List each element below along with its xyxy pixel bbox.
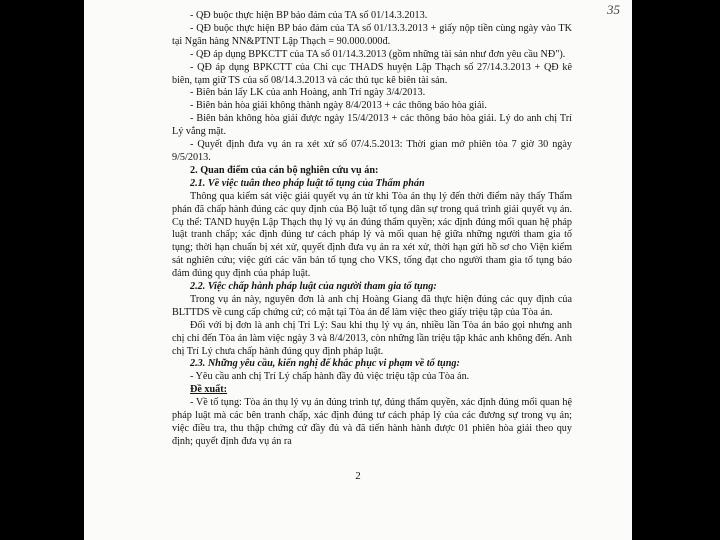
paragraph: 2. Quan điểm của cán bộ nghiên cứu vụ án: xyxy=(190,164,379,176)
paragraph: - QĐ buộc thực hiện BP bảo đảm của TA số 01/14.3.2013. xyxy=(190,10,428,21)
paragraph: - Biên bản hòa giải không thành ngày 8/4/2013 + các thông báo hòa giải. xyxy=(190,100,487,112)
document-body xyxy=(172,10,572,449)
document-page xyxy=(84,0,632,540)
paragraph: - Biên bản lấy LK của anh Hoàng, anh Trí ngày 3/4/2013. xyxy=(190,87,426,99)
paragraph: 2.1. Về việc tuân theo pháp luật tố tụng của Thẩm phán xyxy=(190,177,425,189)
paragraph: - Biên bản không hòa giải được ngày 15/4/2013 + các thông báo hòa giải. Lý do anh chị Trí Lý vắng mặt. xyxy=(172,113,572,138)
paragraph: 2.2. Việc chấp hành pháp luật của người tham gia tố tụng: xyxy=(190,281,437,293)
paragraph: - Yêu cầu anh chị Trí Lý chấp hành đầy đủ việc triệu tập của Tòa án. xyxy=(190,371,470,383)
page-number: 2 xyxy=(355,470,361,482)
paragraph: - QĐ áp dụng BPKCTT của Chi cục THADS huyện Lập Thạch số 27/14.3.2013 + QĐ kê biên, tạm giữ TS của số 08/14.3.2013 và các thủ tục kê biên tài sản. xyxy=(172,61,572,86)
paragraph: Đối với bị đơn là anh chị Tri Lý: Sau khi thụ lý vụ án, nhiều lần Tòa án báo gọi nhưng anh chị chỉ đến Tòa án làm việc ngày 3 và 8/4/2013, còn những lần triệu tập khác anh không đến. Anh chị Trí Lý chưa chấp hành đúng quy định pháp luật. xyxy=(172,319,572,357)
paragraph: Trong vụ án này, nguyên đơn là anh chị Hoàng Giang đã thực hiện đúng các quy định của BLTTDS về cung cấp chứng cứ; có mặt tại Tòa án để làm việc theo giấy triệu tập của Tòa án. xyxy=(172,293,572,318)
paragraph: - QĐ áp dụng BPKCTT của TA số 01/14.3.2013 (gồm những tài sản như đơn yêu cầu NĐ"). xyxy=(190,48,566,60)
paragraph: - Quyết định đưa vụ án ra xét xử số 07/4.5.2013: Thời gian mở phiên tòa 7 giờ 30 ngày 9/5/2013. xyxy=(172,139,572,163)
paragraph: 2.3. Những yêu cầu, kiến nghị để khắc phục vi phạm về tố tụng: xyxy=(190,358,460,370)
paragraph: - QĐ buộc thực hiện BP bảo đảm của TA số 01/13.3.2013 + giấy nộp tiền cùng ngày vào TK tại Ngân hàng NN&PTNT Lập Thạch = 90.000.000đ. xyxy=(172,22,572,47)
paragraph: - Về tố tụng: Tòa án thụ lý vụ án đúng trình tự, đúng thẩm quyền, xác định đúng mối quan hệ pháp luật mà các bên tranh chấp, xác định đúng tư cách pháp lý của các đương sự trong vụ án; việc điều tra, thu thập chứng cứ đầy đủ và đã tiến hành hành được 01 phiên hòa giải theo quy định; quyết định đưa vụ án ra xyxy=(172,397,572,447)
paragraph: Thông qua kiểm sát việc giải quyết vụ án từ khi Tòa án thụ lý đến thời điểm này thấy Thẩm phán đã chấp hành đúng các quy định của Bộ luật tố tụng dân sự trong quá trình giải quyết vụ án. Cụ thể: TAND huyện Lập Thạch thụ lý vụ án đúng thẩm quyền; xác định đúng mối quan hệ pháp luật tranh chấp; xác định đúng tư cách pháp lý và mối quan hệ giữa những người tham gia tố tụng; thời hạn chuẩn bị xét xử, quyết định đưa vụ án ra xét xử, thời hạn gửi hồ sơ cho Viện kiểm sát nghiên cứu; việc gửi các văn bản tố tụng cho VKS, tống đạt cho người tham gia tố tụng bảo đảm đúng quy định của pháp luật. xyxy=(172,190,572,280)
handwritten-page-mark: 35 xyxy=(607,2,620,17)
paragraph: Đề xuất: xyxy=(190,384,228,396)
